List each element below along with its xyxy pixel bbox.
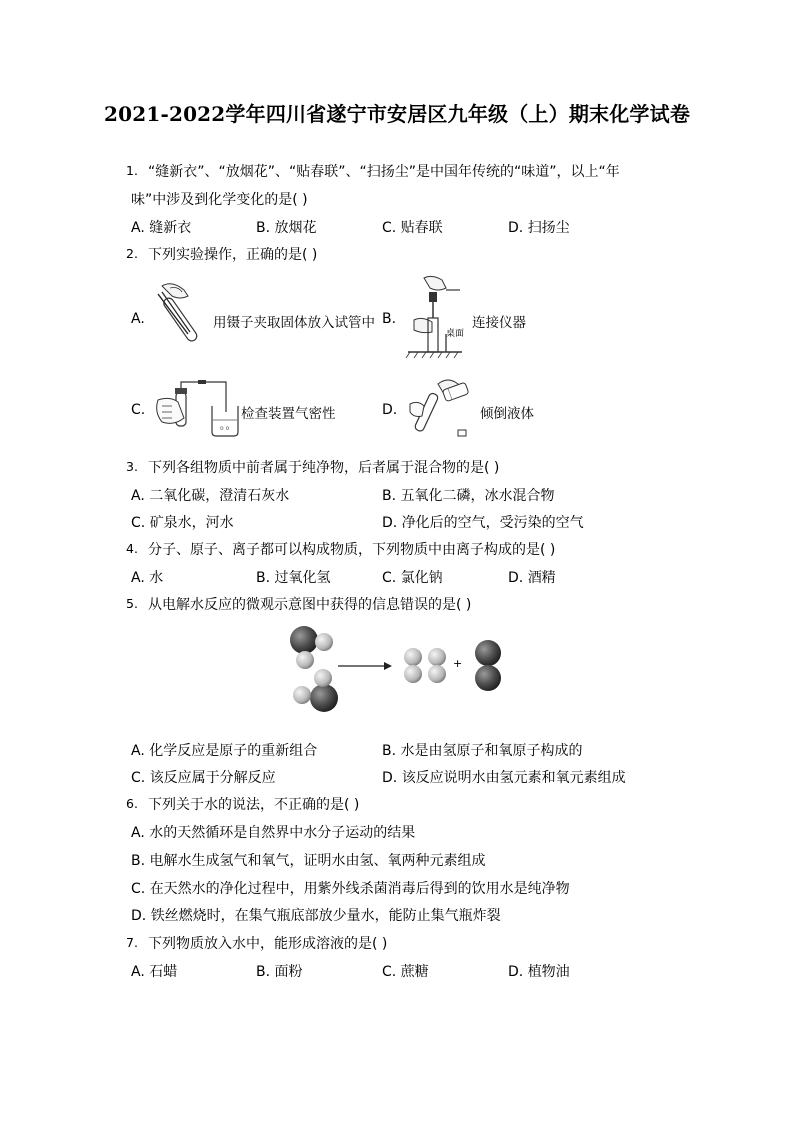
option-c[interactable] xyxy=(382,567,443,587)
option-text: 倾倒液体 xyxy=(480,406,534,421)
option-label: B. xyxy=(256,220,271,236)
option-label: C. xyxy=(131,402,146,418)
option-label: D. xyxy=(131,908,147,924)
option-label: D. xyxy=(508,220,524,236)
option-c[interactable] xyxy=(131,512,234,532)
question-stem-continued: 味”中涉及到化学变化的是( ) xyxy=(131,192,308,208)
option-label: C. xyxy=(131,770,146,786)
figure-label-desktop: 桌面 xyxy=(446,329,465,339)
option-d[interactable] xyxy=(382,512,584,532)
tweezers-test-tube-illustration xyxy=(148,280,210,354)
option-label: C. xyxy=(131,515,146,531)
option-b[interactable] xyxy=(256,567,331,587)
option-text: 放烟花 xyxy=(274,220,317,236)
option-text: 缝新衣 xyxy=(149,220,192,236)
option-label: B. xyxy=(382,743,397,759)
hydrogen-atom xyxy=(428,648,446,666)
option-d[interactable] xyxy=(508,217,570,237)
airtightness-check-illustration xyxy=(150,378,238,442)
option-a[interactable] xyxy=(131,485,289,505)
hydrogen-atom xyxy=(296,651,314,669)
plus-sign: + xyxy=(453,657,463,670)
option-text: 二氧化碳，澄清石灰水 xyxy=(149,488,290,504)
option-label: A. xyxy=(131,964,145,980)
option-d[interactable] xyxy=(508,567,556,587)
option-text: 贴春联 xyxy=(400,220,443,236)
option-c[interactable] xyxy=(131,767,276,787)
option-d[interactable] xyxy=(508,961,570,981)
option-text: 水 xyxy=(149,570,164,586)
option-label: B. xyxy=(131,853,146,869)
option-label: B. xyxy=(382,488,397,504)
option-a[interactable] xyxy=(131,740,317,760)
option-label: B. xyxy=(382,311,397,327)
option-label: A. xyxy=(131,488,145,504)
hydrogen-atom xyxy=(314,669,332,687)
option-a[interactable] xyxy=(131,217,191,237)
option-label: D. xyxy=(382,770,398,786)
option-label: A. xyxy=(131,220,145,236)
oxygen-atom xyxy=(475,665,501,691)
option-text: 五氧化二磷，冰水混合物 xyxy=(400,488,555,504)
option-text: 扫扬尘 xyxy=(527,220,570,236)
connect-apparatus-illustration xyxy=(402,274,464,366)
option-label: A. xyxy=(131,825,145,841)
option-label: D. xyxy=(382,515,398,531)
option-text: 检查装置气密性 xyxy=(241,406,336,421)
question-number: 6. xyxy=(126,796,138,811)
option-text: 化学反应是原子的重新组合 xyxy=(149,743,318,759)
question-stem: 分子、原子、离子都可以构成物质，下列物质中由离子构成的是( ) xyxy=(148,542,556,558)
option-text: 矿泉水，河水 xyxy=(149,515,234,531)
option-text: 水的天然循环是自然界中水分子运动的结果 xyxy=(149,825,416,841)
option-text: 电解水生成氢气和氧气，证明水由氢、氧两种元素组成 xyxy=(149,853,486,869)
hydrogen-atom xyxy=(428,665,446,683)
option-label: C. xyxy=(382,964,397,980)
option-label: B. xyxy=(256,570,271,586)
option-text: 该反应属于分解反应 xyxy=(149,770,276,786)
question-number: 1. xyxy=(126,163,138,178)
option-c[interactable] xyxy=(131,878,570,898)
option-text: 石蜡 xyxy=(149,964,178,980)
option-c[interactable] xyxy=(382,217,443,237)
question-stem: 下列实验操作，正确的是( ) xyxy=(148,247,318,263)
oxygen-atom xyxy=(475,640,501,666)
option-d[interactable] xyxy=(382,767,626,787)
hydrogen-atom xyxy=(404,648,422,666)
svg-text:o o: o o xyxy=(220,425,230,432)
option-label: B. xyxy=(256,964,271,980)
electrolysis-diagram xyxy=(280,618,520,718)
option-b[interactable] xyxy=(382,740,583,760)
option-text: 连接仪器 xyxy=(472,315,526,330)
question-stem: 下列各组物质中前者属于纯净物，后者属于混合物的是( ) xyxy=(148,460,500,476)
option-label: C. xyxy=(382,570,397,586)
oxygen-atom xyxy=(290,626,318,654)
hydrogen-atom xyxy=(404,665,422,683)
arrow-head-icon xyxy=(384,662,392,670)
option-text: 铁丝燃烧时，在集气瓶底部放少量水，能防止集气瓶炸裂 xyxy=(150,908,501,924)
question-number: 4. xyxy=(126,541,138,556)
option-d[interactable] xyxy=(131,905,501,925)
option-a[interactable] xyxy=(131,567,163,587)
question-number: 2. xyxy=(126,246,138,261)
question-number: 5. xyxy=(126,596,138,611)
hydrogen-atom xyxy=(315,633,333,651)
question-stem: 下列关于水的说法，不正确的是( ) xyxy=(148,797,360,813)
option-text: 该反应说明水由氢元素和氧元素组成 xyxy=(401,770,626,786)
option-b[interactable] xyxy=(256,961,303,981)
hydrogen-atom xyxy=(293,686,311,704)
question-stem: 下列物质放入水中，能形成溶液的是( ) xyxy=(148,936,388,952)
option-text: 在天然水的净化过程中，用紫外线杀菌消毒后得到的饮用水是纯净物 xyxy=(149,881,570,897)
question-number: 3. xyxy=(126,459,138,474)
option-label: D. xyxy=(382,402,398,418)
pour-liquid-illustration xyxy=(404,374,476,444)
option-text: 面粉 xyxy=(274,964,303,980)
option-label: C. xyxy=(131,881,146,897)
option-label: A. xyxy=(131,570,145,586)
option-c[interactable] xyxy=(382,961,429,981)
option-text: 氯化钠 xyxy=(400,570,443,586)
option-b[interactable] xyxy=(256,217,317,237)
option-label: C. xyxy=(382,220,397,236)
option-text: 水是由氢原子和氧原子构成的 xyxy=(400,743,583,759)
option-b[interactable] xyxy=(382,485,555,505)
option-label: D. xyxy=(508,570,524,586)
oxygen-atom xyxy=(310,684,338,712)
option-text: 过氧化氢 xyxy=(274,570,331,586)
option-a[interactable] xyxy=(131,822,415,842)
option-text: 酒精 xyxy=(527,570,556,586)
option-text: 净化后的空气，受污染的空气 xyxy=(401,515,584,531)
question-stem: “缝新衣”、“放烟花”、“贴春联”、“扫扬尘”是中国年传统的“味道”，以上“年 xyxy=(148,164,620,180)
option-label: A. xyxy=(131,311,145,327)
option-text: 用镊子夹取固体放入试管中 xyxy=(213,315,375,330)
option-text: 蔗糖 xyxy=(400,964,429,980)
option-b[interactable] xyxy=(131,850,486,870)
option-a[interactable] xyxy=(131,961,177,981)
question-number: 7. xyxy=(126,935,138,950)
question-stem: 从电解水反应的微观示意图中获得的信息错误的是( ) xyxy=(148,597,472,613)
option-text: 植物油 xyxy=(527,964,570,980)
option-label: D. xyxy=(508,964,524,980)
page-title: 2021-2022学年四川省遂宁市安居区九年级（上）期末化学试卷 xyxy=(103,102,691,126)
option-label: A. xyxy=(131,743,145,759)
